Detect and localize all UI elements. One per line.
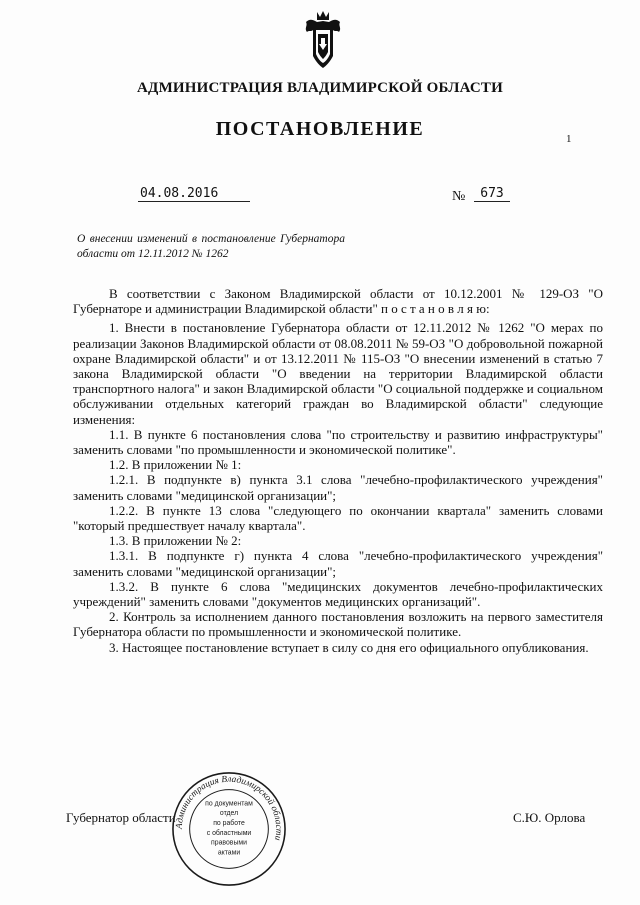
- stamp-line: по работе: [213, 820, 245, 828]
- stamp-line: по документам: [205, 800, 253, 808]
- body-paragraph: 1.3. В приложении № 2:: [109, 533, 242, 549]
- stamp-line: актами: [217, 849, 241, 857]
- body-paragraph: 1.1. В пункте 6 постановления слова "по строительству и развитию инфраструктуры" заменить словами "по промышленности и экономической политике".: [73, 426, 603, 458]
- document-date: 04.08.2016: [138, 187, 250, 202]
- document-type-title: ПОСТАНОВЛЕНИЕ: [215, 118, 425, 140]
- body-paragraph: 1.2. В приложении № 1:: [109, 457, 242, 473]
- body-paragraph: 1.3.1. В подпункте г) пункта 4 слова "лечебно-профилактического учреждения" заменить словами "медицинской организации";: [73, 548, 603, 579]
- body-paragraph: В соответствии с Законом Владимирской области от 10.12.2001 № 129-ОЗ "О Губернаторе и администрации Владимирской области" п о с т а н о в л я ю:: [73, 286, 603, 317]
- body-paragraph: 1.2.2. В пункте 13 слова "следующего по окончании квартала" заменить словами "который предшествует началу квартала".: [73, 502, 603, 534]
- coat-of-arms-icon: [298, 8, 348, 70]
- stamp-ring-text: Администрация Владимирской области: [174, 774, 284, 842]
- body-paragraph: 1. Внести в постановление Губернатора области от 12.11.2012 № 1262 "О мерах по реализации Законов Владимирской области от 08.08.2011 № 59-ОЗ "О добровольной пожарной охране Владимирской области" и от 13.12.2011 № 115-ОЗ "О внесении изменений в статью 7 закона Владимирской области "О введении на территории Владимирской области транспортного налога" и закон Владимирской области "О социальной поддержке и социальном обслуживании отдельных категорий граждан во Владимирской области" следующие изменения:: [73, 320, 603, 427]
- stamp-line: правовыми: [211, 839, 247, 847]
- signatory-name: С.Ю. Орлова: [513, 810, 586, 825]
- organization-name: АДМИНИСТРАЦИЯ ВЛАДИМИРСКОЙ ОБЛАСТИ: [137, 80, 503, 96]
- body-paragraph: 2. Контроль за исполнением данного постановления возложить на первого заместителя Губернатора области по промышленности и экономической политике.: [73, 609, 603, 640]
- body-paragraph: 3. Настоящее постановление вступает в силу со дня его официального опубликования.: [109, 639, 589, 655]
- number-label: №: [452, 189, 466, 204]
- body-paragraph: 1.3.2. В пункте 6 слова "медицинских документов лечебно-профилактических учреждений" заменить словами "документов медицинских организаций".: [73, 578, 603, 610]
- margin-mark: 1: [566, 133, 572, 145]
- document-number: 673: [474, 187, 510, 202]
- body-paragraph: 1.2.1. В подпункте в) пункта 3.1 слова "лечебно-профилактического учреждения" заменить словами "медицинской организации";: [73, 472, 603, 503]
- official-stamp-icon: [170, 770, 288, 888]
- document-body: [73, 286, 603, 655]
- signatory-position: Губернатор области: [66, 810, 176, 825]
- stamp-line: отдел: [219, 810, 239, 818]
- stamp-line: с областными: [206, 829, 252, 837]
- document-subject: О внесении изменений в постановление Губернатора области от 12.11.2012 № 1262: [77, 233, 345, 260]
